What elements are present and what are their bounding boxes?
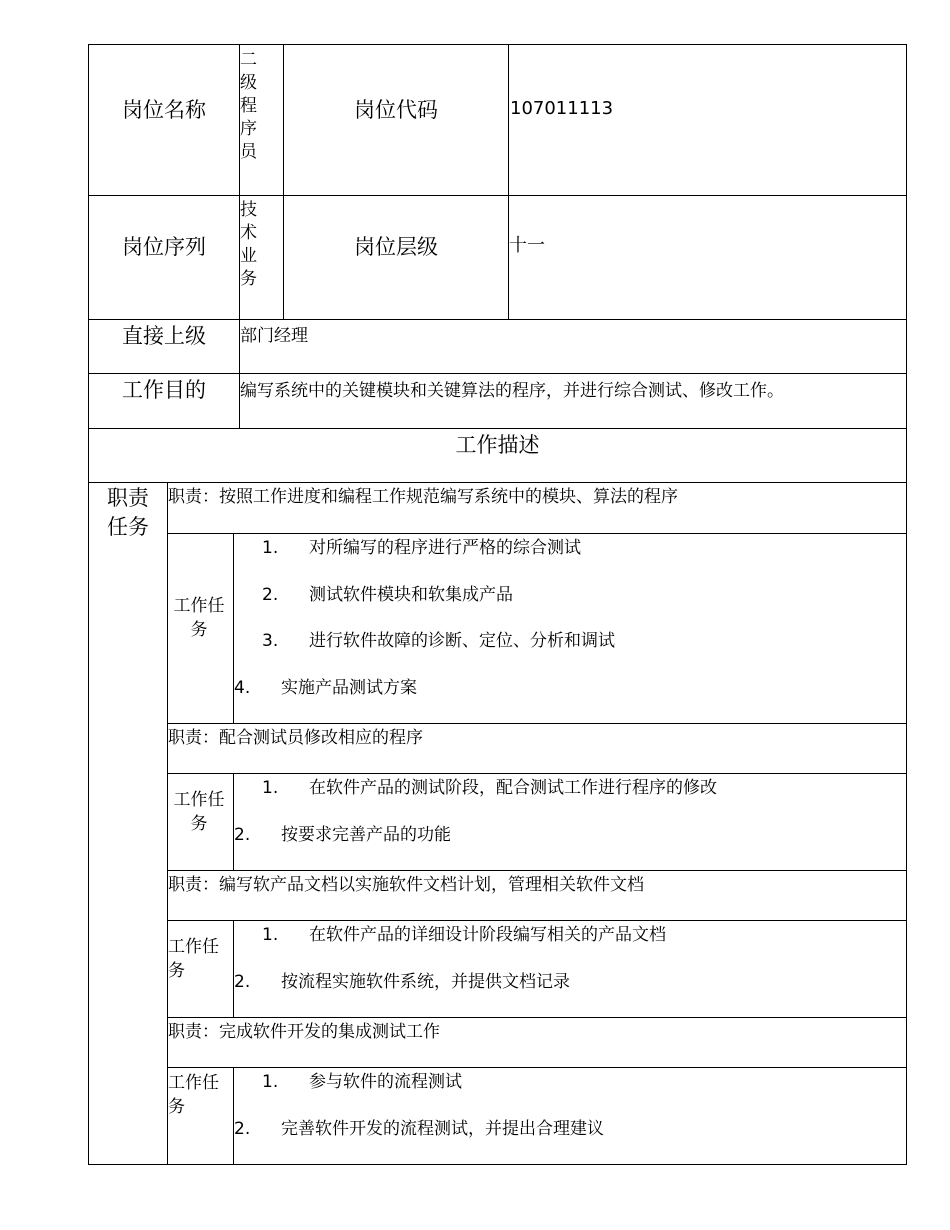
position-level-value: 十一	[509, 235, 545, 256]
task-4-1: 参与软件的流程测试	[309, 1072, 462, 1092]
task-1-1-num: 1.	[262, 538, 279, 558]
task-label-4: 工作任务	[168, 1073, 219, 1117]
task-2-1-num: 1.	[262, 778, 279, 798]
work-description-title: 工作描述	[455, 433, 540, 457]
task-label-2: 工作任务	[173, 790, 225, 834]
duty-section-label: 职责任务	[107, 486, 149, 539]
task-3-2: 按流程实施软件系统，并提供文档记录	[281, 972, 570, 992]
task-1-4-num: 4.	[234, 678, 251, 698]
duty-2: 职责：配合测试员修改相应的程序	[168, 728, 423, 748]
task-1-3: 进行软件故障的诊断、定位、分析和调试	[309, 631, 615, 651]
position-name-value: 二级程序员	[240, 50, 257, 162]
position-name-label: 岗位名称	[122, 98, 206, 122]
task-label-1: 工作任务	[173, 596, 225, 640]
task-2-2: 按要求完善产品的功能	[281, 825, 451, 845]
task-1-1: 对所编写的程序进行严格的综合测试	[309, 538, 581, 558]
duty-1: 职责：按照工作进度和编程工作规范编写系统中的模块、算法的程序	[168, 487, 678, 507]
work-purpose-label: 工作目的	[122, 378, 206, 402]
duty-4: 职责：完成软件开发的集成测试工作	[168, 1022, 440, 1042]
duty-3: 职责：编写软产品文档以实施软件文档计划，管理相关软件文档	[168, 875, 644, 895]
task-1-3-num: 3.	[262, 631, 279, 651]
task-4-2: 完善软件开发的流程测试，并提出合理建议	[281, 1119, 604, 1139]
task-4-2-num: 2.	[234, 1119, 251, 1139]
work-purpose-value: 编写系统中的关键模块和关键算法的程序，并进行综合测试、修改工作。	[240, 381, 784, 401]
position-code-value: 107011113	[510, 98, 614, 119]
task-3-2-num: 2.	[234, 972, 251, 992]
task-label-3: 工作任务	[168, 937, 219, 981]
position-series-value: 技术业务	[240, 200, 257, 289]
task-3-1: 在软件产品的详细设计阶段编写相关的产品文档	[309, 925, 666, 945]
position-series-label: 岗位序列	[122, 235, 206, 259]
task-1-2-num: 2.	[262, 585, 279, 605]
task-2-2-num: 2.	[234, 825, 251, 845]
position-code-label: 岗位代码	[354, 98, 438, 122]
task-1-2: 测试软件模块和软集成产品	[309, 585, 513, 605]
task-4-1-num: 1.	[262, 1072, 279, 1092]
task-1-4: 实施产品测试方案	[281, 678, 417, 698]
direct-superior-value: 部门经理	[240, 326, 308, 346]
direct-superior-label: 直接上级	[122, 324, 206, 348]
position-level-label: 岗位层级	[354, 235, 438, 259]
task-2-1: 在软件产品的测试阶段，配合测试工作进行程序的修改	[309, 778, 717, 798]
task-3-1-num: 1.	[262, 925, 279, 945]
